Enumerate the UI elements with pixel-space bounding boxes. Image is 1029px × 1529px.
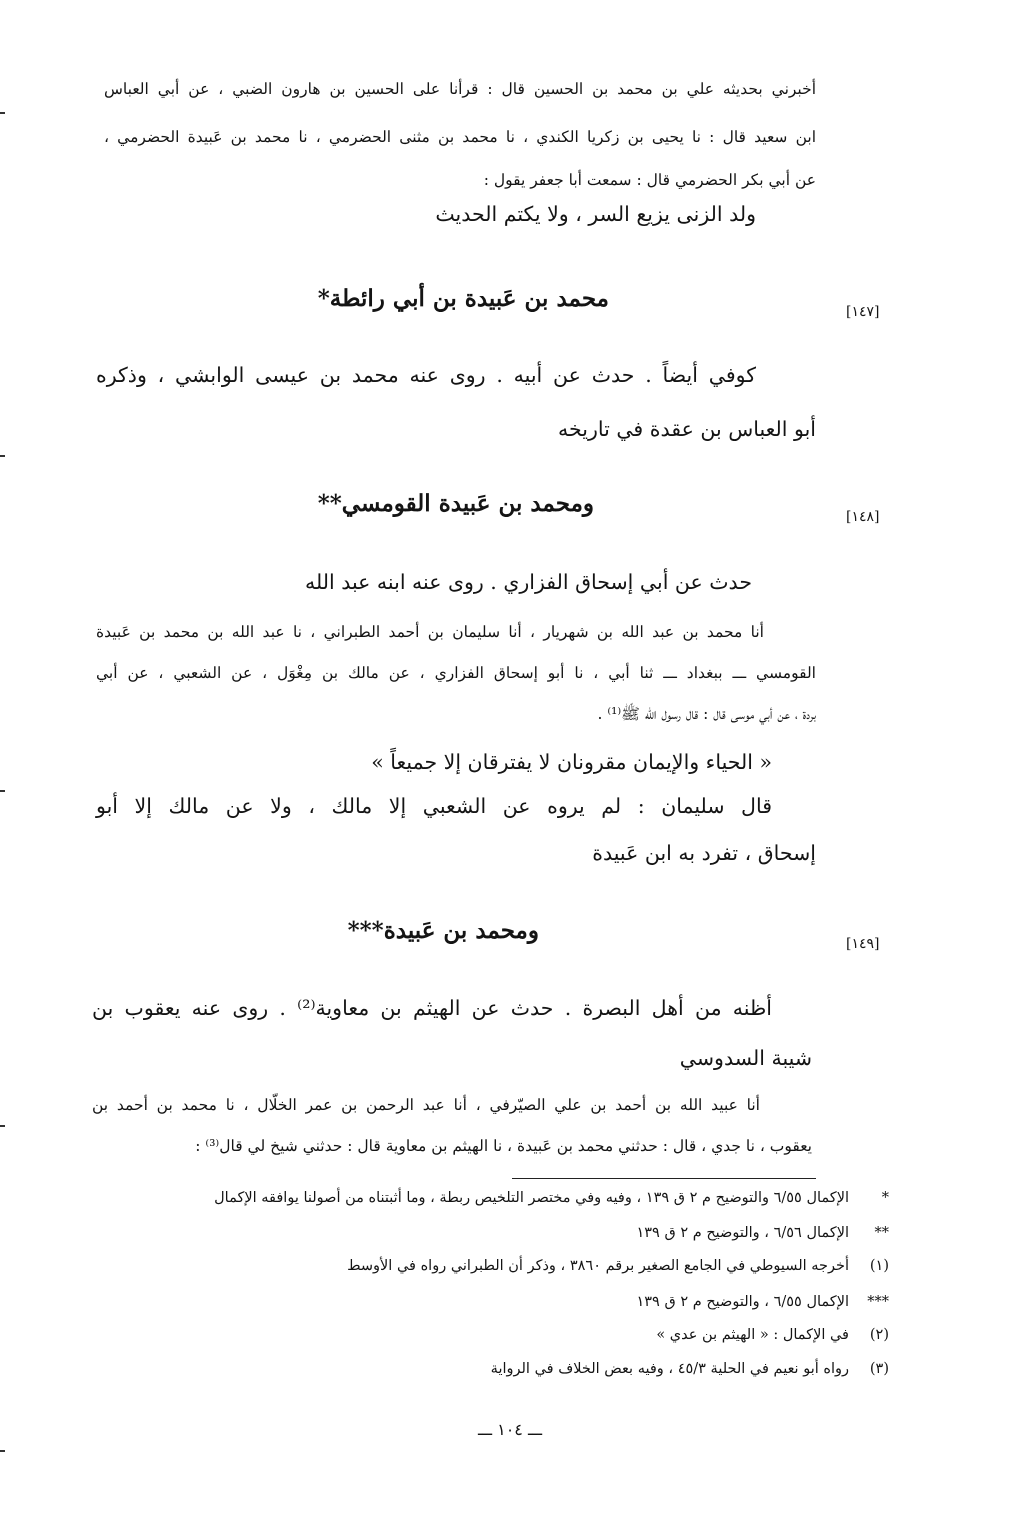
footnote-mark: (٢) bbox=[869, 1327, 889, 1343]
isnad-line: بردة ، عن أبي موسى قال : قال رسول الله ﷺ⁽¹⁾ . bbox=[597, 705, 816, 723]
footnote-text: الإكمال ٦/٥٥ والتوضيح م ٢ ق ١٣٩ ، وفيه وفي مختصر التلخيص ربطة ، وما أثبتناه من أصولنا يوافقه الإكمال bbox=[214, 1190, 849, 1206]
scan-mark bbox=[0, 455, 5, 457]
footnote bbox=[214, 1190, 889, 1206]
entry-intro-line: شيبة السدوسي bbox=[679, 1046, 812, 1070]
footnote-mark: *** bbox=[867, 1294, 889, 1310]
footnote-mark: * bbox=[881, 1190, 889, 1206]
footnote bbox=[636, 1294, 889, 1310]
isnad-line: أنا عبيد الله بن أحمد بن علي الصيّرفي ، أنا عبد الرحمن بن عمر الخلّال ، نا محمد بن أحمد بن bbox=[92, 1096, 760, 1114]
footnote-divider bbox=[512, 1178, 816, 1179]
passage-line: عن أبي بكر الحضرمي قال : سمعت أبا جعفر يقول : bbox=[483, 171, 816, 189]
footnote-text: أخرجه السيوطي في الجامع الصغير برقم ٣٨٦٠ ، وذكر أن الطبراني رواه في الأوسط bbox=[347, 1258, 849, 1274]
quoted-saying: ولد الزنى يزيع السر ، ولا يكتم الحديث bbox=[435, 202, 756, 226]
entry-text-line: أبو العباس بن عقدة في تاريخه bbox=[558, 417, 816, 441]
comment-line: قال سليمان : لم يروه عن الشعبي إلا مالك ، ولا عن مالك إلا أبو bbox=[96, 794, 772, 818]
isnad-line: يعقوب ، نا جدي ، قال : حدثني محمد بن عَبيدة ، نا الهيثم بن معاوية قال : حدثني شيخ لي قال⁽³⁾ : bbox=[195, 1137, 812, 1155]
entry-heading: محمد بن عَبيدة بن أبي رائطة* bbox=[317, 285, 609, 312]
footnote-text: رواه أبو نعيم في الحلية ٤٥/٣ ، وفيه بعض الخلاف في الرواية bbox=[490, 1361, 849, 1377]
footnote bbox=[636, 1225, 889, 1241]
footnote-text: الإكمال ٦/٥٥ ، والتوضيح م ٢ ق ١٣٩ bbox=[636, 1294, 849, 1310]
footnote-mark: (٣) bbox=[869, 1361, 889, 1377]
passage-line: أخبرني بحديثه علي بن محمد بن الحسين قال : قرأنا على الحسين بن هارون الضبي ، عن أبي العباس bbox=[104, 80, 816, 98]
scan-mark bbox=[0, 1125, 5, 1127]
hadith-text: « الحياء والإيمان مقرونان لا يفترقان إلا جميعاً » bbox=[371, 750, 772, 774]
entry-number: [١٤٩] bbox=[846, 936, 880, 952]
footnote-mark: (١) bbox=[869, 1258, 889, 1274]
isnad-line: أنا محمد بن عبد الله بن شهريار ، أنا سليمان بن أحمد الطبراني ، نا عبد الله بن محمد بن عَبيدة bbox=[96, 623, 764, 641]
scan-mark bbox=[0, 1450, 5, 1452]
page-number: ـــ ١٠٤ ـــ bbox=[477, 1420, 543, 1439]
footnote-text: الإكمال ٦/٥٦ ، والتوضيح م ٢ ق ١٣٩ bbox=[636, 1225, 849, 1241]
entry-intro: حدث عن أبي إسحاق الفزاري . روى عنه ابنه عبد الله bbox=[305, 570, 752, 594]
entry-intro-line: أظنه من أهل البصرة . حدث عن الهيثم بن معاوية⁽²⁾ . روى عنه يعقوب بن bbox=[92, 996, 772, 1020]
footnote bbox=[347, 1258, 889, 1274]
passage-line: ابن سعيد قال : نا يحيى بن زكريا الكندي ، نا محمد بن مثنى الحضرمي ، نا محمد بن عَبيدة الحضرمي ، bbox=[104, 128, 816, 146]
entry-number: [١٤٨] bbox=[846, 509, 880, 525]
footnote bbox=[491, 1361, 889, 1377]
footnote-mark: ** bbox=[874, 1225, 889, 1241]
comment-line: إسحاق ، تفرد به ابن عَبيدة bbox=[592, 841, 816, 865]
scan-mark bbox=[0, 112, 5, 114]
entry-text-line: كوفي أيضاً . حدث عن أبيه . روى عنه محمد بن عيسى الوابشي ، وذكره bbox=[96, 363, 756, 387]
entry-heading: ومحمد بن عَبيدة*** bbox=[347, 917, 539, 944]
entry-number: [١٤٧] bbox=[846, 304, 880, 320]
entry-heading: ومحمد بن عَبيدة القومسي** bbox=[317, 490, 594, 517]
isnad-line: القومسي ـــ ببغداد ـــ ثنا أبي ، نا أبو إسحاق الفزاري ، عن مالك بن مِغْوَل ، عن الشعبي ، عن أبي bbox=[96, 664, 816, 682]
footnote bbox=[656, 1327, 889, 1343]
scan-mark bbox=[0, 790, 5, 792]
footnote-text: في الإكمال : « الهيثم بن عدي » bbox=[656, 1327, 849, 1343]
